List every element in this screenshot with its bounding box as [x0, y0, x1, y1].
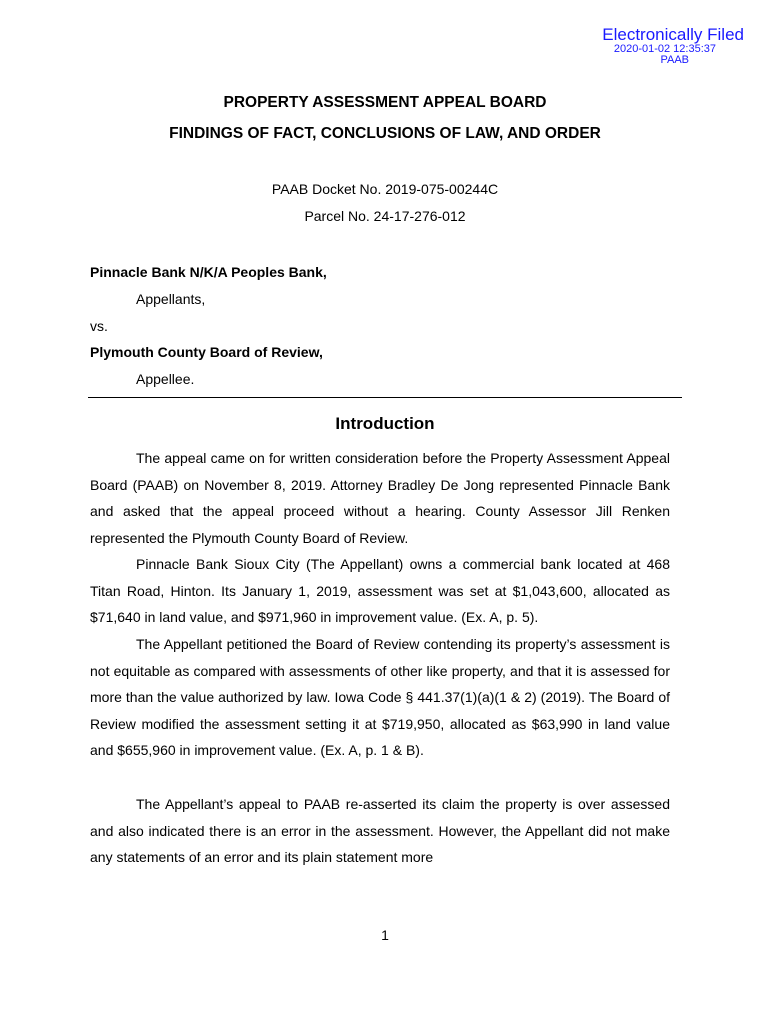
paragraph-1: The appeal came on for written consideration before the Property Assessment Appeal Board (PAAB) on November 8, 2019. Attorney Bradley De Jong represented Pinnacle Bank and asked that the appeal proceed without a hearing. County Assessor Jill Renken represented the Plymouth County Board of Review. [90, 450, 670, 546]
paragraph-2: Pinnacle Bank Sioux City (The Appellant) owns a commercial bank located at 468 Titan Road, Hinton. Its January 1, 2019, assessment was set at $1,043,600, allocated as $71,640 in land value, and $971,960 in improvement value. (Ex. A, p. 5). [90, 556, 670, 626]
stamp-label: Electronically Filed [602, 25, 744, 44]
versus-label: vs. [90, 318, 108, 334]
electronic-filing-stamp [544, 26, 744, 67]
docket-number: PAAB Docket No. 2019-075-00244C [271, 181, 499, 197]
section-heading: Introduction [335, 414, 435, 433]
appellee-name: Plymouth County Board of Review, [90, 344, 323, 360]
page-number: 1 [381, 927, 389, 943]
parcel-number: Parcel No. 24-17-276-012 [304, 208, 466, 224]
appellant-role: Appellants, [136, 291, 206, 307]
appellee-role: Appellee. [136, 371, 195, 387]
stamp-agency: PAAB [660, 54, 689, 67]
appellant-name: Pinnacle Bank N/K/A Peoples Bank, [90, 264, 327, 280]
stamp-datetime: 2020-01-02 12:35:37 [613, 42, 716, 55]
paragraph-4: The Appellant’s appeal to PAAB re-asserted its claim the property is over assessed and also indicated there is an error in the assessment. However, the Appellant did not make any statements of an error and its plain statement more [90, 796, 670, 866]
board-title: PROPERTY ASSESSMENT APPEAL BOARD [223, 94, 547, 111]
paragraph-3: The Appellant petitioned the Board of Review contending its property’s assessment is not equitable as compared with assessments of other like property, and that it is assessed for more than the value authorized by law. Iowa Code § 441.37(1)(a)(1 & 2) (2019). The Board of Review modified the assessment setting it at $719,950, allocated as $63,990 in land value and $655,960 in improvement value. (Ex. A, p. 1 & B). [90, 636, 670, 759]
caption-divider [88, 397, 682, 398]
document-title: FINDINGS OF FACT, CONCLUSIONS OF LAW, AND ORDER [169, 125, 601, 142]
